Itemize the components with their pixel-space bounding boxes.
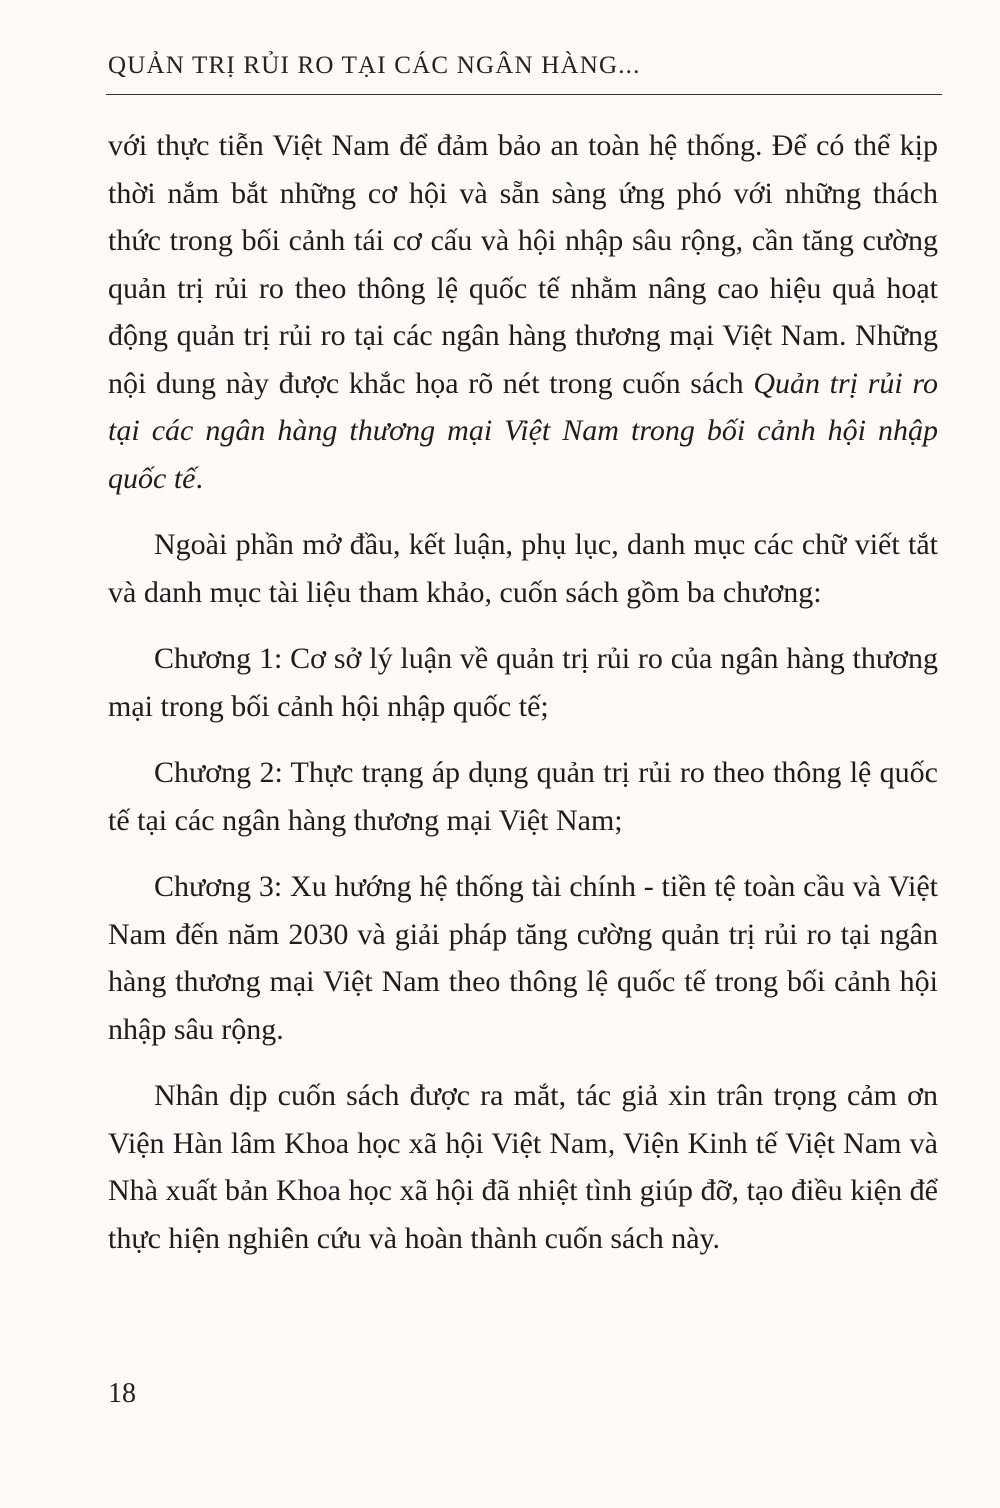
paragraph-intro bbox=[108, 122, 938, 502]
page-number: 18 bbox=[108, 1378, 136, 1409]
paragraph-structure: Ngoài phần mở đầu, kết luận, phụ lục, danh mục các chữ viết tắt và danh mục tài liệu tham khảo, cuốn sách gồm ba chương: bbox=[108, 528, 938, 609]
paragraph-intro-end: . bbox=[195, 461, 203, 495]
paragraph-intro-text: với thực tiễn Việt Nam để đảm bảo an toàn hệ thống. Để có thể kịp thời nắm bắt những cơ hội và sẵn sàng ứng phó với những thách thức trong bối cảnh tái cơ cấu và hội nhập sâu rộng, cần tăng cường quản trị rủi ro theo thông lệ quốc tế nhằm nâng cao hiệu quả hoạt động quản trị rủi ro tại các ngân hàng thương mại Việt Nam. Những nội dung này được khắc họa rõ nét trong cuốn sách bbox=[108, 129, 938, 400]
paragraph-acknowledgement: Nhân dịp cuốn sách được ra mắt, tác giả xin trân trọng cảm ơn Viện Hàn lâm Khoa học xã hội Việt Nam, Viện Kinh tế Việt Nam và Nhà xuất bản Khoa học xã hội đã nhiệt tình giúp đỡ, tạo điều kiện để thực hiện nghiên cứu và hoàn thành cuốn sách này. bbox=[108, 1079, 938, 1255]
book-title: Quản trị rủi ro tại các ngân hàng thương mại Việt Nam trong bối cảnh hội nhập quốc tế bbox=[108, 366, 938, 495]
chapter-1: Chương 1: Cơ sở lý luận về quản trị rủi ro của ngân hàng thương mại trong bối cảnh hội nhập quốc tế; bbox=[108, 642, 938, 723]
chapter-3: Chương 3: Xu hướng hệ thống tài chính - tiền tệ toàn cầu và Việt Nam đến năm 2030 và giải pháp tăng cường quản trị rủi ro tại ngân hàng thương mại Việt Nam theo thông lệ quốc tế trong bối cảnh hội nhập sâu rộng. bbox=[108, 870, 938, 1046]
chapter-2: Chương 2: Thực trạng áp dụng quản trị rủi ro theo thông lệ quốc tế tại các ngân hàng thương mại Việt Nam; bbox=[108, 756, 938, 837]
running-header: QUẢN TRỊ RỦI RO TẠI CÁC NGÂN HÀNG... bbox=[108, 52, 641, 79]
body-text bbox=[108, 122, 938, 1281]
header-divider bbox=[106, 94, 942, 95]
